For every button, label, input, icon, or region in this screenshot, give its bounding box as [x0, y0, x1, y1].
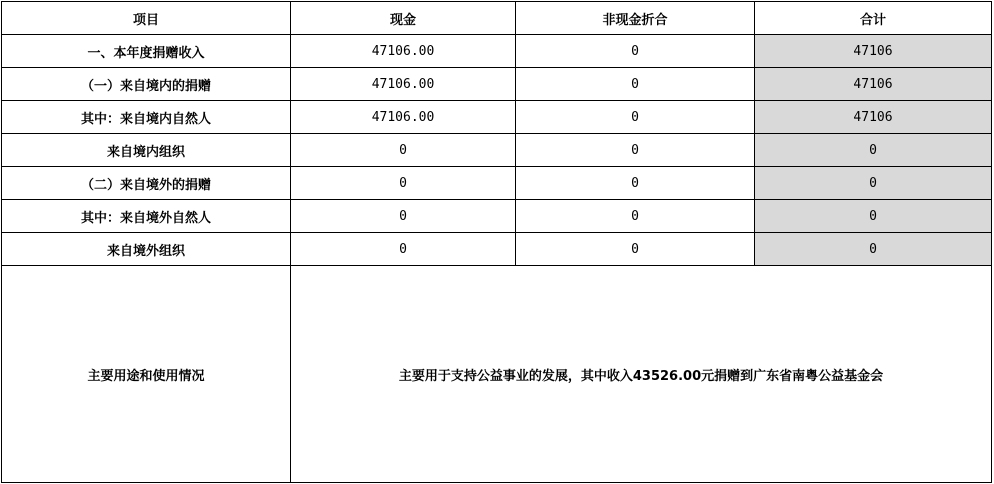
row-label: 来自境内组织 — [2, 134, 291, 167]
row-label: 其中：来自境外自然人 — [2, 200, 291, 233]
row-label: （一）来自境内的捐赠 — [2, 68, 291, 101]
header-total: 合计 — [755, 2, 992, 35]
row-label: （二）来自境外的捐赠 — [2, 167, 291, 200]
row-label: 其中：来自境内自然人 — [2, 101, 291, 134]
row-label: 一、本年度捐赠收入 — [2, 35, 291, 68]
non-cash-cell: 0 — [516, 35, 755, 68]
total-cell: 0 — [755, 233, 992, 266]
total-cell: 47106 — [755, 101, 992, 134]
cash-cell: 47106.00 — [291, 35, 516, 68]
donation-income-table — [1, 1, 992, 483]
non-cash-cell: 0 — [516, 200, 755, 233]
table-row — [2, 167, 992, 200]
cash-cell: 0 — [291, 233, 516, 266]
table-row — [2, 68, 992, 101]
non-cash-cell: 0 — [516, 134, 755, 167]
non-cash-cell: 0 — [516, 167, 755, 200]
header-item: 项目 — [2, 2, 291, 35]
non-cash-cell: 0 — [516, 233, 755, 266]
usage-row — [2, 266, 992, 483]
usage-description: 主要用于支持公益事业的发展，其中收入43526.00元捐赠到广东省南粤公益基金会 — [291, 266, 992, 483]
table-row — [2, 134, 992, 167]
usage-label: 主要用途和使用情况 — [2, 266, 291, 483]
cash-cell: 0 — [291, 167, 516, 200]
non-cash-cell: 0 — [516, 68, 755, 101]
total-cell: 0 — [755, 200, 992, 233]
total-cell: 47106 — [755, 35, 992, 68]
cash-cell: 47106.00 — [291, 68, 516, 101]
total-cell: 0 — [755, 167, 992, 200]
table-row — [2, 200, 992, 233]
row-label: 来自境外组织 — [2, 233, 291, 266]
non-cash-cell: 0 — [516, 101, 755, 134]
header-cash: 现金 — [291, 2, 516, 35]
total-cell: 0 — [755, 134, 992, 167]
table-row — [2, 101, 992, 134]
total-cell: 47106 — [755, 68, 992, 101]
header-non-cash: 非现金折合 — [516, 2, 755, 35]
table-row — [2, 233, 992, 266]
cash-cell: 47106.00 — [291, 101, 516, 134]
table-header-row — [2, 2, 992, 35]
table-row — [2, 35, 992, 68]
cash-cell: 0 — [291, 200, 516, 233]
cash-cell: 0 — [291, 134, 516, 167]
